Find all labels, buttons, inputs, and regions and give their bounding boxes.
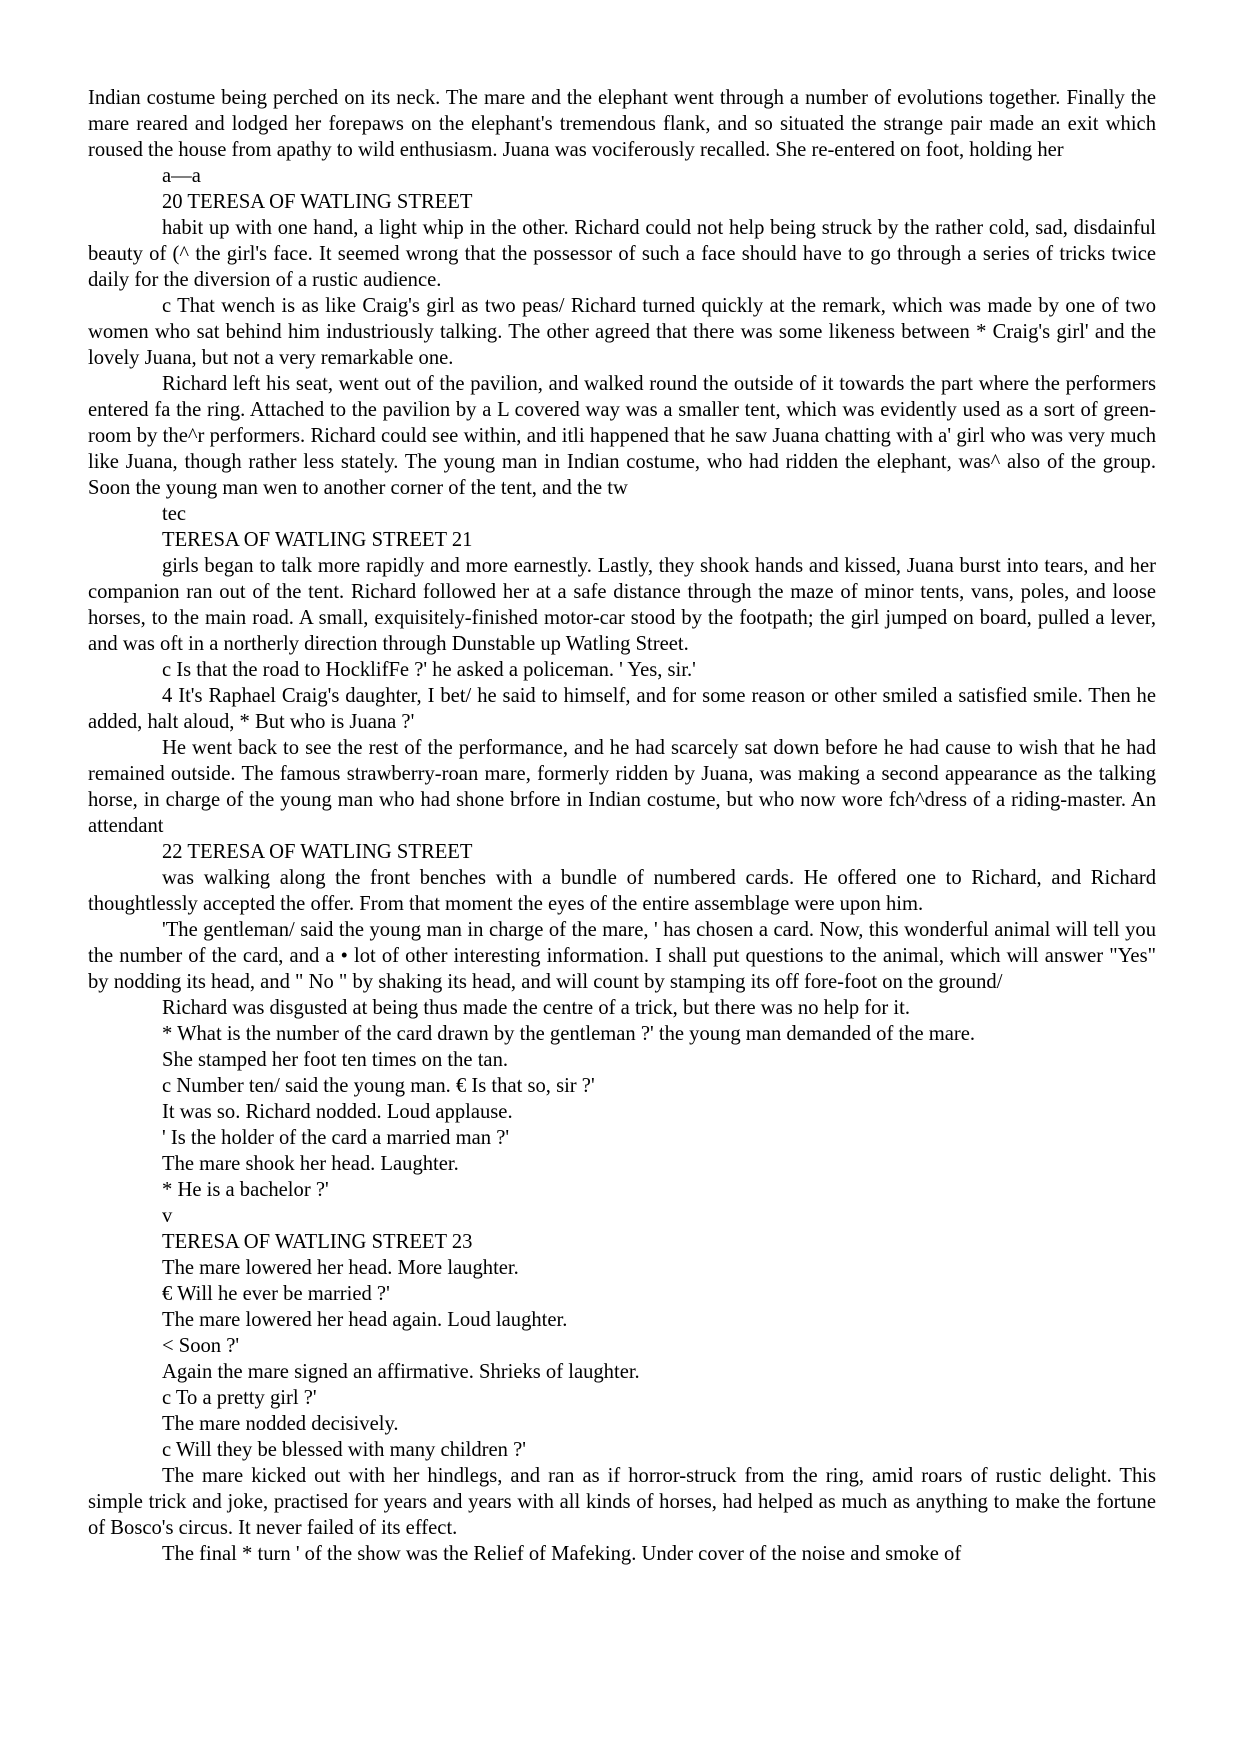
paragraph: The final * turn ' of the show was the Relief of Mafeking. Under cover of the noise and smoke of bbox=[162, 1543, 962, 1565]
paragraph: The mare kicked out with her hindlegs, and ran as if horror-struck from the ring, amid roars of rustic delight. This simple trick and joke, practised for years and years with all kinds of horses, had helped as much as anything to make the fortune of Bosco's circus. It never failed of its effect. bbox=[88, 1465, 1156, 1539]
dialogue-line: Again the mare signed an affirmative. Shrieks of laughter. bbox=[162, 1361, 640, 1383]
dialogue-line: c Number ten/ said the young man. € Is that so, sir ?' bbox=[162, 1075, 595, 1097]
paragraph: habit up with one hand, a light whip in the other. Richard could not help being struck by the rather cold, sad, disdainful beauty of (^ the girl's face. It seemed wrong that the possessor of such a face should have to go through a series of tricks twice daily for the diversion of a rustic audience. bbox=[88, 217, 1156, 291]
paragraph: 'The gentleman/ said the young man in charge of the mare, ' has chosen a card. Now, this wonderful animal will tell you the number of the card, and a • lot of other interesting information. I shall put questions to the animal, which will answer "Yes" by nodding its head, and " No " by shaking its head, and will count by stamping its off fore-foot on the ground/ bbox=[88, 919, 1156, 993]
paragraph: 4 It's Raphael Craig's daughter, I bet/ he said to himself, and for some reason or other smiled a satisfied smile. Then he added, halt aloud, * But who is Juana ?' bbox=[88, 685, 1156, 733]
dialogue-line: The mare nodded decisively. bbox=[162, 1413, 399, 1435]
dialogue-line: ' Is the holder of the card a married man ?' bbox=[162, 1127, 510, 1149]
dialogue-line: c Will they be blessed with many children ?' bbox=[162, 1439, 526, 1461]
dialogue-line: The mare lowered her head again. Loud laughter. bbox=[162, 1309, 568, 1331]
stray-line: tec bbox=[162, 503, 187, 525]
running-header: TERESA OF WATLING STREET 23 bbox=[162, 1231, 473, 1253]
dialogue-line: It was so. Richard nodded. Loud applause. bbox=[162, 1101, 513, 1123]
dialogue-line: € Will he ever be married ?' bbox=[162, 1283, 390, 1305]
running-header: 22 TERESA OF WATLING STREET bbox=[162, 841, 473, 863]
paragraph: Richard left his seat, went out of the pavilion, and walked round the outside of it towards the part where the performers entered fa the ring. Attached to the pavilion by a L covered way was a smaller tent, which was evidently used as a sort of green-room by the^r performers. Richard could see within, and itli happened that he saw Juana chatting with a' girl who was very much like Juana, though rather less stately. The young man in Indian costume, who had ridden the elephant, was^ also of the group. Soon the young man wen to another corner of the tent, and the tw bbox=[88, 373, 1156, 499]
running-header: 20 TERESA OF WATLING STREET bbox=[162, 191, 473, 213]
paragraph: He went back to see the rest of the performance, and he had scarcely sat down before he had cause to wish that he had remained outside. The famous strawberry-roan mare, formerly ridden by Juana, was making a second appearance as the talking horse, in charge of the young man who had shone brfore in Indian costume, but who now wore fch^dress of a riding-master. An attendant bbox=[88, 737, 1156, 837]
paragraph: girls began to talk more rapidly and more earnestly. Lastly, they shook hands and kissed, Juana burst into tears, and her companion ran out of the tent. Richard followed her at a safe distance through the maze of minor tents, vans, poles, and loose horses, to the main road. A small, exquisitely-finished motor-car stood by the footpath; the girl jumped on board, pulled a lever, and was oft in a northerly direction through Dunstable up Watling Street. bbox=[88, 555, 1156, 655]
dialogue-line: c Is that the road to HocklifFe ?' he asked a policeman. ' Yes, sir.' bbox=[162, 659, 696, 681]
dialogue-line: She stamped her foot ten times on the tan. bbox=[162, 1049, 509, 1071]
running-header: TERESA OF WATLING STREET 21 bbox=[162, 529, 473, 551]
paragraph: Indian costume being perched on its neck. The mare and the elephant went through a number of evolutions together. Finally the mare reared and lodged her forepaws on the elephant's tremendous flank, and so situated the strange pair made an exit which roused the house from apathy to wild enthusiasm. Juana was vociferously recalled. She re-entered on foot, holding her bbox=[88, 87, 1156, 161]
dialogue-line: < Soon ?' bbox=[162, 1335, 240, 1357]
dialogue-line: c To a pretty girl ?' bbox=[162, 1387, 317, 1409]
dialogue-line: The mare lowered her head. More laughter. bbox=[162, 1257, 519, 1279]
dialogue-line: * What is the number of the card drawn by the gentleman ?' the young man demanded of the mare. bbox=[162, 1023, 976, 1045]
stray-line: a—a bbox=[162, 165, 201, 187]
stray-line: v bbox=[162, 1205, 173, 1227]
dialogue-line: Richard was disgusted at being thus made the centre of a trick, but there was no help for it. bbox=[162, 997, 911, 1019]
paragraph: was walking along the front benches with a bundle of numbered cards. He offered one to Richard, and Richard thoughtlessly accepted the offer. From that moment the eyes of the entire assemblage were upon him. bbox=[88, 867, 1156, 915]
dialogue-line: * He is a bachelor ?' bbox=[162, 1179, 329, 1201]
paragraph: c That wench is as like Craig's girl as two peas/ Richard turned quickly at the remark, which was made by one of two women who sat behind him industriously talking. The other agreed that there was some likeness between * Craig's girl' and the lovely Juana, but not a very remarkable one. bbox=[88, 295, 1156, 369]
dialogue-line: The mare shook her head. Laughter. bbox=[162, 1153, 459, 1175]
